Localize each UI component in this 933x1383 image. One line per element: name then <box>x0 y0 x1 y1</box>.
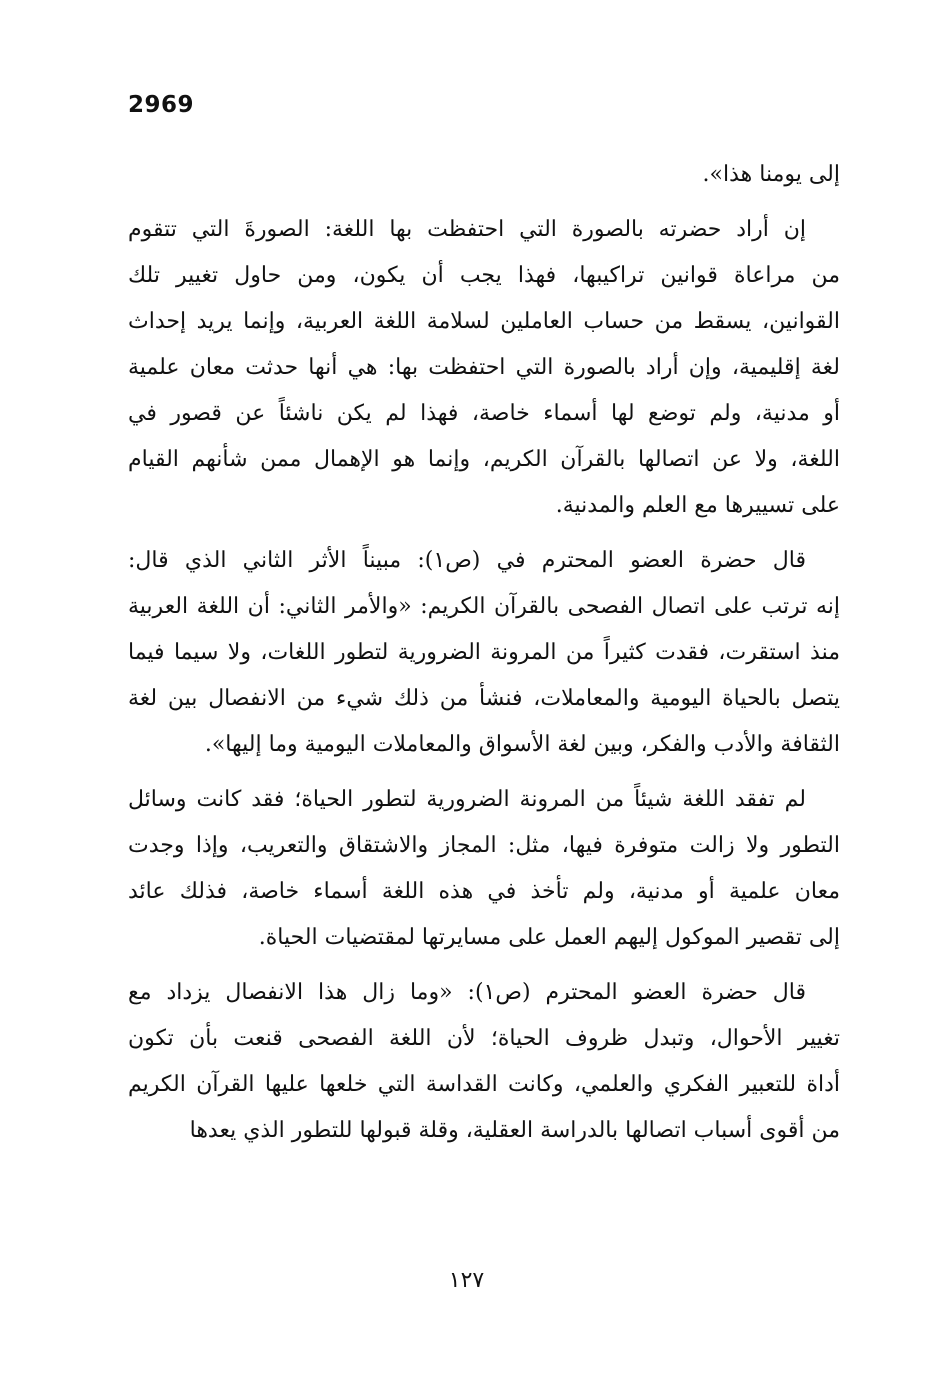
text-line: التطور ولا زالت متوفرة فيها، مثل: المجاز والاشتقاق والتعريب، وإذا وجدت <box>128 833 840 858</box>
body-text <box>128 152 840 1154</box>
text-line: إلى تقصير الموكول إليهم العمل على مسايرتها لمقتضيات الحياة. <box>258 925 840 950</box>
paragraph-gap <box>128 768 840 777</box>
text-line: إن أراد حضرته بالصورة التي احتفظت بها اللغة: الصورةَ التي تتقوم <box>128 217 806 242</box>
text-line: منذ استقرت، فقدت كثيراً من المرونة الضرورية لتطور اللغات، ولا سيما فيما <box>128 640 840 665</box>
text-line: قال حضرة العضو المحترم (ص١): «وما زال هذا الانفصال يزداد مع <box>128 980 806 1005</box>
text-line: يتصل بالحياة اليومية والمعاملات، فنشأ من ذلك شيء من الانفصال بين لغة <box>128 686 840 711</box>
text-line: معان علمية أو مدنية، ولم تأخذ في هذه اللغة أسماء خاصة، فذلك عائد <box>128 879 840 904</box>
text-line: على تسييرها مع العلم والمدنية. <box>555 493 840 518</box>
paragraph <box>128 207 840 529</box>
paragraph-gap <box>128 961 840 970</box>
text-line: لغة إقليمية، وإن أراد بالصورة التي احتفظت بها: هي أنها حدثت معان علمية <box>128 355 840 380</box>
paragraph <box>128 538 840 768</box>
paragraph <box>128 777 840 961</box>
text-line: إنه ترتب على اتصال الفصحى بالقرآن الكريم: «والأمر الثاني: أن اللغة العربية <box>128 594 840 619</box>
page-number: ١٢٧ <box>448 1268 485 1293</box>
text-line: تغيير الأحوال، وتبدل ظروف الحياة؛ لأن اللغة الفصحى قنعت بأن تكون <box>128 1026 840 1051</box>
paragraph-gap <box>128 198 840 207</box>
paragraph <box>128 970 840 1154</box>
text-line: اللغة، ولا عن اتصالها بالقرآن الكريم، وإنما هو الإهمال ممن شأنهم القيام <box>128 447 840 472</box>
text-line: قال حضرة العضو المحترم في (ص١): مبيناً الأثر الثاني الذي قال: <box>128 548 806 573</box>
text-line: من مراعاة قوانين تراكيبها، فهذا يجب أن يكون، ومن حاول تغيير تلك <box>128 263 840 288</box>
text-line: أو مدنية، ولم توضع لها أسماء خاصة، فهذا لم يكن ناشئاً عن قصور في <box>128 401 840 426</box>
text-line: القوانين، يسقط من حساب العاملين لسلامة اللغة العربية، وإنما يريد إحداث <box>128 309 840 334</box>
text-line: الثقافة والأدب والفكر، وبين لغة الأسواق والمعاملات اليومية وما إليها». <box>204 732 840 757</box>
text-line: لم تفقد اللغة شيئاً من المرونة الضرورية لتطور الحياة؛ فقد كانت وسائل <box>128 787 806 812</box>
text-line: إلى يومنا هذا». <box>702 162 840 187</box>
text-line: أداة للتعبير الفكري والعلمي، وكانت القداسة التي خلعها عليها القرآن الكريم <box>128 1072 840 1097</box>
paragraph-gap <box>128 529 840 538</box>
header-number: 2969 <box>128 92 195 118</box>
text-line: من أقوى أسباب اتصالها بالدراسة العقلية، وقلة قبولها للتطور الذي يعدها <box>189 1118 840 1143</box>
paragraph <box>128 152 840 198</box>
